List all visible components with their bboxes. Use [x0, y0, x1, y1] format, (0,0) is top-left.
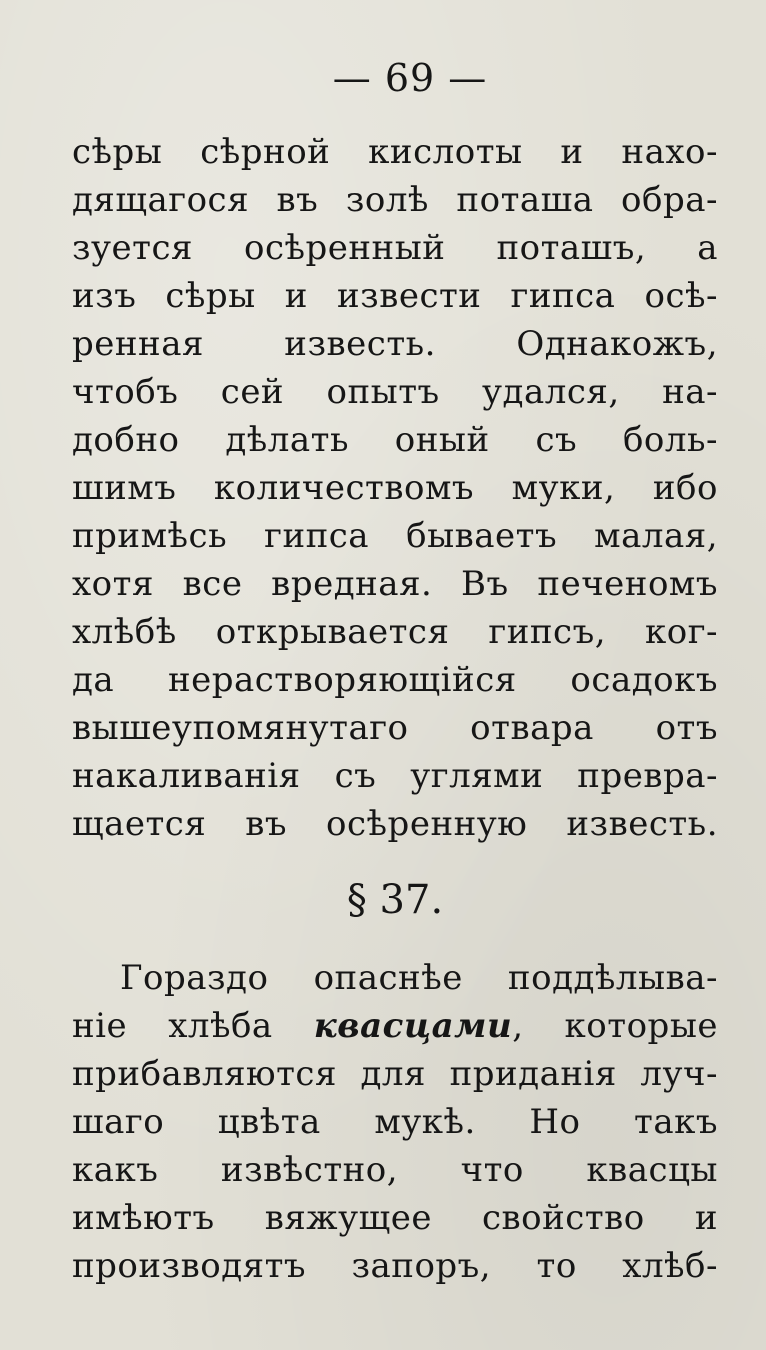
text-line: имѣютъ вяжущее свойство и — [72, 1198, 718, 1238]
text-line: изъ сѣры и извести гипса осѣ- — [72, 276, 718, 316]
text-line-with-emphasis — [72, 1002, 718, 1050]
text-line: сѣры сѣрной кислоты и нахо- — [72, 132, 718, 172]
paragraph-1 — [72, 128, 718, 848]
text-line: чтобъ сей опытъ удался, на- — [72, 372, 718, 412]
text-line: ренная известь. Однакожъ, — [72, 324, 718, 364]
text-line: какъ извѣстно, что квасцы — [72, 1150, 718, 1190]
text-fragment: ніе хлѣба — [72, 1006, 314, 1046]
text-line: щается въ осѣренную известь. — [72, 804, 718, 844]
paragraph-2 — [72, 954, 718, 1290]
text-line: Гораздо опаснѣе поддѣлыва- — [120, 958, 718, 998]
text-line: добно дѣлать оный съ боль- — [72, 420, 718, 460]
text-line: вышеупомянутаго отвара отъ — [72, 708, 718, 748]
text-line: прибавляются для приданія луч- — [72, 1054, 718, 1094]
text-line: да нерастворяющійся осадокъ — [72, 660, 718, 700]
text-line: шимъ количествомъ муки, ибо — [72, 468, 718, 508]
text-line: хлѣбѣ открывается гипсъ, ког- — [72, 612, 718, 652]
emphasized-word: квасцами — [313, 1006, 513, 1046]
text-line: дящагося въ золѣ поташа обра- — [72, 180, 718, 220]
text-line: производятъ запоръ, то хлѣб- — [72, 1246, 718, 1286]
text-line: зуется осѣренный поташъ, а — [72, 228, 718, 268]
text-line: накаливанія съ углями превра- — [72, 756, 718, 796]
text-line: хотя все вредная. Въ печеномъ — [72, 564, 718, 604]
section-heading: § 37. — [346, 877, 444, 923]
text-fragment: , которые — [512, 1006, 719, 1046]
text-line: примѣсь гипса бываетъ малая, — [72, 516, 718, 556]
page-number: — 69 — — [332, 56, 488, 100]
text-line: шаго цвѣта мукѣ. Но такъ — [72, 1102, 718, 1142]
